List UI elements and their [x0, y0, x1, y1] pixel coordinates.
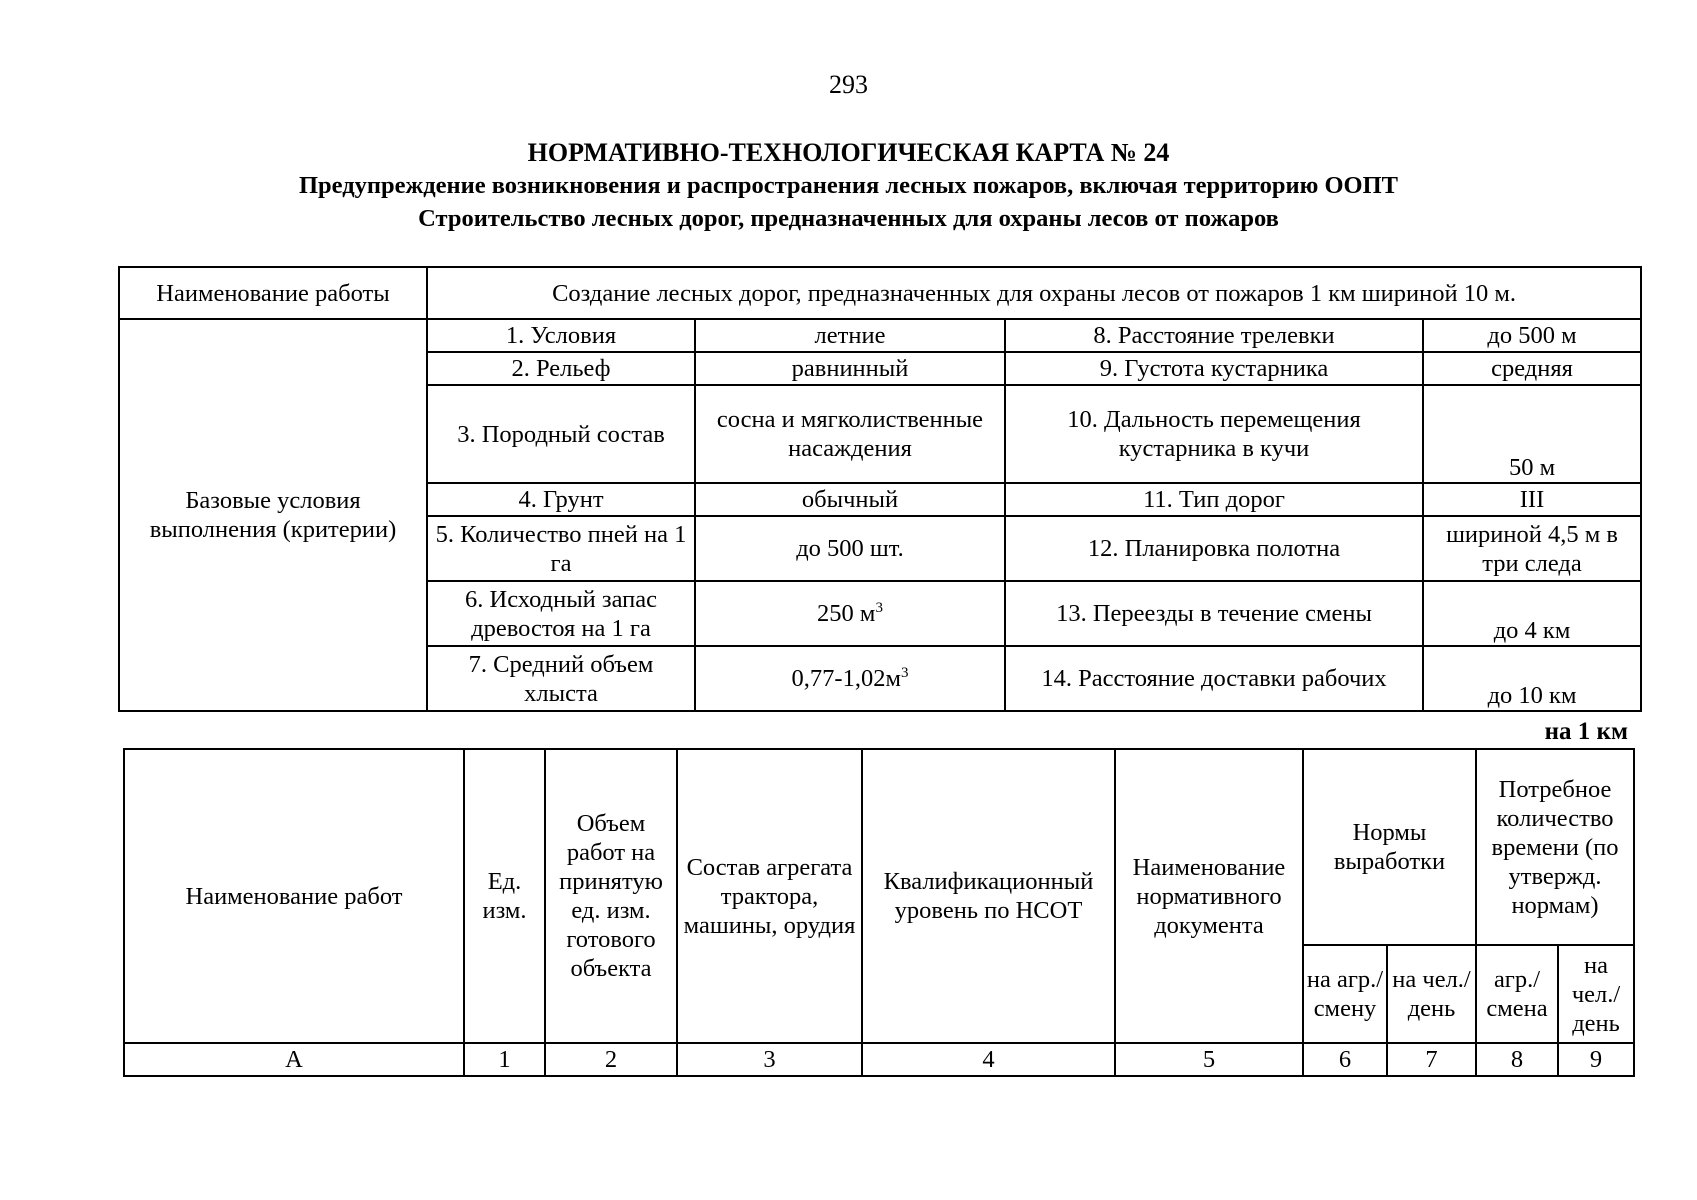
condition-value: равнинный [695, 352, 1005, 385]
condition-name: 8. Расстояние трелевки [1005, 319, 1423, 352]
condition-value: до 500 м [1423, 319, 1641, 352]
header-norm-agr: на агр./ смену [1303, 945, 1387, 1043]
condition-value-text: 0,77-1,02м [791, 665, 901, 692]
condition-name: 13. Переезды в течение смены [1005, 581, 1423, 646]
header-document: Наименование нормативного документа [1115, 749, 1303, 1043]
column-number-row [124, 1043, 1634, 1076]
column-number: 7 [1387, 1043, 1476, 1076]
work-name-row [119, 267, 1641, 319]
condition-value: до 10 км [1423, 646, 1641, 711]
column-number: 6 [1303, 1043, 1387, 1076]
condition-value: до 4 км [1423, 581, 1641, 646]
column-number: А [124, 1043, 464, 1076]
header-time-man: на чел./ день [1558, 945, 1634, 1043]
condition-name: 11. Тип дорог [1005, 483, 1423, 516]
condition-name: 6. Исходный запас древостоя на 1 га [427, 581, 695, 646]
condition-name: 5. Количество пней на 1 га [427, 516, 695, 581]
condition-name: 14. Расстояние доставки рабочих [1005, 646, 1423, 711]
work-name-label: Наименование работы [119, 267, 427, 319]
condition-value: 50 м [1423, 385, 1641, 483]
header-work-name: Наименование работ [124, 749, 464, 1043]
condition-name: 3. Породный состав [427, 385, 695, 483]
column-number: 4 [862, 1043, 1115, 1076]
column-number: 2 [545, 1043, 677, 1076]
unit-exponent: 3 [875, 599, 883, 616]
condition-value [695, 581, 1005, 646]
document-header [0, 136, 1697, 235]
condition-value: обычный [695, 483, 1005, 516]
column-number: 1 [464, 1043, 545, 1076]
work-norms-table [123, 748, 1635, 1077]
condition-value-text: 250 м [817, 600, 876, 627]
condition-value: средняя [1423, 352, 1641, 385]
document-subtitle-1: Предупреждение возникновения и распространения лесных пожаров, включая территорию ООПТ [298, 172, 1398, 199]
header-volume: Объем работ на принятую ед. изм. готового объекта [545, 749, 677, 1043]
condition-row [119, 319, 1641, 352]
condition-value: сосна и мягколиственные насаждения [695, 385, 1005, 483]
header-unit: Ед. изм. [464, 749, 545, 1043]
condition-value: до 500 шт. [695, 516, 1005, 581]
page-number: 293 [829, 70, 868, 99]
condition-name: 1. Условия [427, 319, 695, 352]
header-row [124, 749, 1634, 945]
unit-note: на 1 км [1544, 718, 1628, 745]
column-number: 9 [1558, 1043, 1634, 1076]
condition-value: летние [695, 319, 1005, 352]
condition-name: 12. Планировка полотна [1005, 516, 1423, 581]
document-title: НОРМАТИВНО-ТЕХНОЛОГИЧЕСКАЯ КАРТА № 24 [527, 138, 1170, 167]
header-time: Потребное количество времени (по утвержд. нормам) [1476, 749, 1634, 945]
base-conditions-table [118, 266, 1642, 712]
column-number: 5 [1115, 1043, 1303, 1076]
header-norm-man: на чел./ день [1387, 945, 1476, 1043]
condition-value: III [1423, 483, 1641, 516]
column-number: 3 [677, 1043, 862, 1076]
header-norms: Нормы выработки [1303, 749, 1476, 945]
condition-name: 4. Грунт [427, 483, 695, 516]
condition-value: шириной 4,5 м в три следа [1423, 516, 1641, 581]
header-composition: Состав агрегата трактора, машины, орудия [677, 749, 862, 1043]
work-name-value: Создание лесных дорог, предназначенных для охраны лесов от пожаров 1 км шириной 10 м. [427, 267, 1641, 319]
header-time-agr: агр./ смена [1476, 945, 1558, 1043]
condition-value [695, 646, 1005, 711]
condition-name: 2. Рельеф [427, 352, 695, 385]
condition-name: 9. Густота кустарника [1005, 352, 1423, 385]
base-conditions-label: Базовые условия выполнения (критерии) [119, 319, 427, 711]
document-subtitle-2: Строительство лесных дорог, предназначенных для охраны лесов от пожаров [418, 205, 1279, 232]
condition-name: 7. Средний объем хлыста [427, 646, 695, 711]
column-number: 8 [1476, 1043, 1558, 1076]
header-qualification: Квалификационный уровень по НСОТ [862, 749, 1115, 1043]
condition-name: 10. Дальность перемещения кустарника в кучи [1005, 385, 1423, 483]
unit-exponent: 3 [900, 664, 909, 681]
